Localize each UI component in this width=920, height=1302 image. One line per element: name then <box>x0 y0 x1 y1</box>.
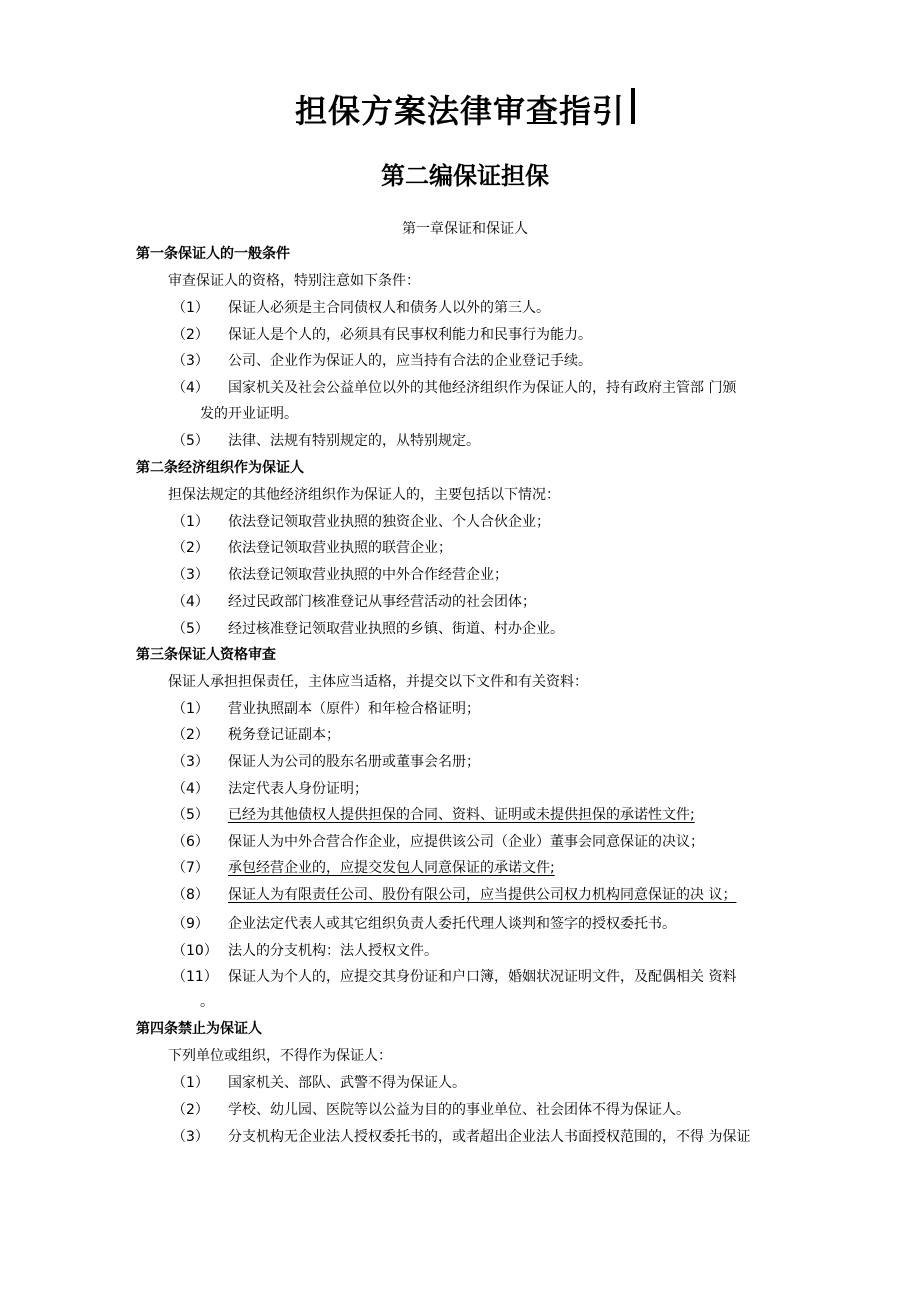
item-number: （3） <box>172 754 209 770</box>
item-number: （1） <box>172 514 209 530</box>
document-title-text: 担保方案法律审查指引 <box>294 92 625 130</box>
article-intro: 担保法规定的其他经济组织作为保证人的，主要包括以下情况： <box>168 487 560 503</box>
item-number: （4） <box>172 380 209 396</box>
text-cursor-icon <box>631 88 635 124</box>
item-continuation: 。 <box>200 994 214 1010</box>
article-heading: 第二条经济组织作为保证人 <box>136 460 304 476</box>
item-text-underlined: 承包经营企业的，应提交发包人同意保证的承诺文件; <box>228 860 555 876</box>
item-number: （9） <box>172 916 209 932</box>
item-text: 公司、企业作为保证人的，应当持有合法的企业登记手续。 <box>228 353 592 369</box>
item-text: 法人的分支机构：法人授权文件。 <box>228 943 438 959</box>
item-text: 保证人为个人的，应提交其身份证和户口簿，婚姻状况证明文件，及配偶相关 资料 <box>228 969 737 985</box>
item-text: 营业执照副本（原件）和年检合格证明； <box>228 701 480 717</box>
item-number: （11） <box>172 969 218 985</box>
article-intro: 下列单位或组织，不得作为保证人： <box>168 1048 392 1064</box>
item-continuation: 发的开业证明。 <box>200 406 298 422</box>
item-number: （7） <box>172 860 209 876</box>
item-text: 企业法定代表人或其它组织负责人委托代理人谈判和签字的授权委托书。 <box>228 916 676 932</box>
item-text: 国家机关、部队、武警不得为保证人。 <box>228 1075 466 1091</box>
item-text-underlined: 保证人为有限责任公司、股份有限公司，应当提供公司权力机构同意保证的决 议； <box>228 887 737 903</box>
item-text: 保证人为公司的股东名册或董事会名册； <box>228 754 480 770</box>
item-text: 国家机关及社会公益单位以外的其他经济组织作为保证人的，持有政府主管部 门颁 <box>228 380 737 396</box>
item-number: （3） <box>172 1129 209 1145</box>
article-heading: 第四条禁止为保证人 <box>136 1021 262 1037</box>
item-number: （1） <box>172 701 209 717</box>
document-title <box>0 86 920 132</box>
item-number: （2） <box>172 327 209 343</box>
item-number: （10） <box>172 943 218 959</box>
item-text: 依法登记领取营业执照的联营企业； <box>228 540 452 556</box>
item-number: （1） <box>172 300 209 316</box>
item-text: 保证人是个人的，必须具有民事权利能力和民事行为能力。 <box>228 327 592 343</box>
item-text: 保证人为中外合营合作企业，应提供该公司（企业）董事会同意保证的决议； <box>228 834 704 850</box>
article-heading: 第一条保证人的一般条件 <box>136 246 290 262</box>
item-number: （4） <box>172 781 209 797</box>
item-number: （5） <box>172 433 209 449</box>
item-number: （6） <box>172 834 209 850</box>
item-text: 法律、法规有特别规定的，从特别规定。 <box>228 433 480 449</box>
item-number: （2） <box>172 540 209 556</box>
part-title: 第二编保证担保 <box>381 162 549 190</box>
chapter-title: 第一章保证和保证人 <box>402 221 528 237</box>
item-text: 经过民政部门核准登记从事经营活动的社会团体； <box>228 594 536 610</box>
item-number: （4） <box>172 594 209 610</box>
item-number: （1） <box>172 1075 209 1091</box>
article-intro: 审查保证人的资格，特别注意如下条件： <box>168 273 420 289</box>
item-number: （2） <box>172 727 209 743</box>
item-text: 依法登记领取营业执照的独资企业、个人合伙企业； <box>228 514 550 530</box>
item-text: 经过核准登记领取营业执照的乡镇、街道、村办企业。 <box>228 621 564 637</box>
item-number: （2） <box>172 1102 209 1118</box>
item-text: 税务登记证副本； <box>228 727 340 743</box>
article-intro: 保证人承担担保责任，主体应当适格，并提交以下文件和有关资料： <box>168 674 588 690</box>
item-number: （3） <box>172 567 209 583</box>
item-text: 依法登记领取营业执照的中外合作经营企业； <box>228 567 508 583</box>
item-number: （3） <box>172 353 209 369</box>
item-number: （5） <box>172 807 209 823</box>
item-text: 法定代表人身份证明； <box>228 781 368 797</box>
item-text: 学校、幼儿园、医院等以公益为目的的事业单位、社会团体不得为保证人。 <box>228 1102 690 1118</box>
item-number: （5） <box>172 621 209 637</box>
item-text-underlined: 已经为其他债权人提供担保的合同、资料、证明或未提供担保的承诺性文件; <box>228 807 695 823</box>
item-text: 分支机构无企业法人授权委托书的，或者超出企业法人书面授权范围的，不得 为保证 <box>228 1129 751 1145</box>
item-number: （8） <box>172 887 209 903</box>
article-heading: 第三条保证人资格审查 <box>136 647 276 663</box>
item-text: 保证人必须是主合同债权人和债务人以外的第三人。 <box>228 300 550 316</box>
